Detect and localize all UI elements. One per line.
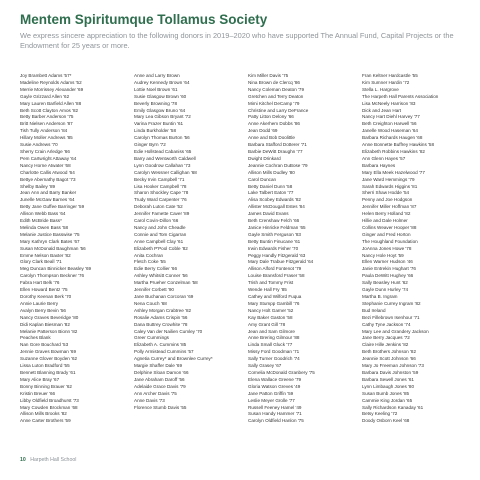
donor-name: Beverly Browning '78 — [134, 100, 178, 106]
donor-name: Polly Armistead Cummins '57 — [134, 349, 194, 355]
donor-name: Melanie Patterson Bionn '82 — [20, 328, 78, 334]
donor-name: Junelle McGaw Barnes '64 — [20, 197, 75, 203]
donor-name: Nancy Coleman Deaton '79 — [248, 86, 305, 92]
donor-name: Betty Daniel Dunn '58 — [248, 183, 293, 189]
donor-name: Paula DeWitt Hughey '66 — [362, 273, 414, 279]
donor-name: Barbie DeWitt Draughn '77 — [248, 148, 303, 154]
donor-name: Fletch Coke '55 — [134, 259, 166, 265]
donor-name: Ann Archer Davis '75 — [134, 390, 177, 396]
donor-name: Caley Van der Nailien Cumley '70 — [134, 328, 203, 334]
donor-name: Betty Jane Guffee Barringer '59 — [20, 204, 85, 210]
donor-name: Jean Ann and Barry Banker — [20, 190, 77, 196]
donor-name: Sherry Crain Arledge '66 — [20, 148, 70, 154]
donor-name: Allison Mills Brooks '82 — [20, 411, 67, 417]
donor-name: Patty Litton Delony '66 — [248, 114, 294, 120]
donor-name: Beth Creighton Harwell '56 — [362, 121, 417, 127]
donor-name: Meg Duncan Binnicker Beasley '69 — [20, 266, 92, 272]
donor-name: Agnetia Currey* and Brownlee Currey* — [134, 356, 213, 362]
donor-name: Carolyn Thompson Beckner '76 — [20, 273, 85, 279]
donor-name: Britt Nielsen Anderson '87 — [20, 121, 73, 127]
donor-name: Nancy Holt Garner '52 — [248, 307, 294, 313]
donor-name: Annie Laurie Berry — [20, 300, 59, 306]
donor-name: Amy Grant Gill '78 — [248, 321, 286, 327]
donor-name: Carolyn Wessner Callighan '68 — [134, 169, 197, 175]
donor-name: Russell Feeney Hamel '49 — [248, 404, 302, 410]
donor-name: Collins Weaver Hooper '88 — [362, 224, 417, 230]
donor-name: Jennie Graves Bowman '69 — [20, 349, 77, 355]
donor-name: Gretchen and Terry Deaton — [248, 93, 304, 99]
donor-name: Susie Glasgow Brown '60 — [134, 93, 187, 99]
donor-name: Mary Alice Bray '67 — [20, 376, 60, 382]
donor-name: Connie and Tom Cigarran — [134, 231, 187, 237]
donor-name: Edie Hollstead Cabaniss '65 — [134, 148, 192, 154]
donor-name: Nancy and John Cheadle — [134, 224, 186, 230]
donor-name: Ginger Byrn '72 — [134, 142, 166, 148]
donor-name: Mary Cowden Brockman '68 — [20, 404, 78, 410]
donor-name: Mary Kathryn Clark Bates '67 — [20, 238, 80, 244]
donor-name: Nina Brown de Clercq '86 — [248, 79, 300, 85]
donor-name: Elizabeth P'Pool Coble '82 — [134, 245, 188, 251]
donor-name: Janice Hinricke Feldman '65 — [248, 224, 306, 230]
donor-name: Nan Gore Bouchard '53 — [20, 342, 69, 348]
donor-name: Missy Ford Goodman '71 — [248, 349, 300, 355]
donor-name: Anita Cochran — [134, 252, 164, 258]
donor-name: Margie Shaffer Dale '69 — [134, 363, 183, 369]
donor-name: Mary Dale Trabue Fitzgerald '64 — [248, 259, 314, 265]
donor-name: Didi Kaplan Biesman '82 — [20, 321, 70, 327]
donor-column-2 — [134, 73, 248, 445]
donor-name: Carol Duncan — [248, 176, 277, 182]
donor-name: Wende Hall Fry '85 — [248, 287, 287, 293]
donor-name: Alisa Scobey Edwards '82 — [248, 197, 301, 203]
donor-name: Joy Brambett Adams '57* — [20, 73, 72, 78]
donor-name: Claire Hille Jenkins '82 — [362, 342, 409, 348]
donor-name: Doody Osborn Keel '68 — [362, 418, 410, 424]
donor-name: Nancy Horne Atwater '68 — [20, 162, 71, 168]
donor-name: Barbara Davis Johnston '59 — [362, 369, 419, 375]
donor-name: Hillary Moller Andrews '85 — [20, 135, 73, 141]
donor-name: Lisa McNeely Harrison '83 — [362, 100, 416, 106]
donor-name: Allison Mills Dudley '80 — [248, 169, 295, 175]
donor-name: Leslie Meyer Grolle '77 — [248, 397, 295, 403]
donor-name: Libby Oldfield Broadhurst '73 — [20, 397, 79, 403]
donor-name: Sally Turner Goodrich '74 — [248, 356, 300, 362]
donor-name: Allison Alford Fontenot '79 — [248, 266, 302, 272]
donor-name: Lisa Hooker Campbell '78 — [134, 183, 187, 189]
donor-name: Trudy Ward Carpenter '76 — [134, 197, 187, 203]
publication-name: Harpeth Hall School — [30, 457, 77, 463]
donor-name: Nancy Hole Hoyt '59 — [362, 252, 404, 258]
donor-name: Rosalie Adams Crispin '56 — [134, 314, 188, 320]
donor-name: Peggy Handly Fitzgerald '63 — [248, 252, 306, 258]
donor-name: Stella L. Hargrove — [362, 86, 399, 92]
donor-name: Sharon Shockley Cape '78 — [134, 190, 189, 196]
donor-name: Ashley Morgan Crabtree '82 — [134, 307, 192, 313]
intro-text: We express sincere appreciation to the following donors in 2019–2020 who have supported The Annual Fund, Capital Projects or the Endowment for 25 years or more. — [20, 31, 454, 50]
donor-name: Jean and Sam Gilmore — [248, 328, 295, 334]
donor-name: Beth Crenshaw Felch '66 — [248, 218, 300, 224]
donor-name: Jean Dodd '69 — [248, 128, 278, 134]
donor-name: Jane Ward Hemmings '79 — [362, 176, 415, 182]
donor-name: Kim Miller Davis '75 — [248, 73, 289, 78]
donor-name: Mary Jo Freeman Johnson '73 — [362, 363, 424, 369]
donor-name: Greer Cummings — [134, 335, 169, 341]
donor-name: Tish Tully Anderson '84 — [20, 128, 68, 134]
donor-name: Anne Bonnette Buffrey Hawkins '58 — [362, 142, 435, 148]
donor-name: Anne Brering Gilmour '88 — [248, 335, 300, 341]
donor-name: Anne Davis '73 — [134, 397, 165, 403]
donor-name: Gayle Dunn Hurley '74 — [362, 287, 409, 293]
donor-name: Trish and Tommy Frist — [248, 280, 294, 286]
donor-name: Beth Scott Clayton Amos '82 — [20, 107, 79, 113]
donor-name: Pem Cartwright Attaway '64 — [20, 155, 77, 161]
donor-name: Stephanie Currey Ingram '82 — [362, 300, 421, 306]
donor-name: Bennett Blanning Brady '61 — [20, 369, 76, 375]
donor-name: The Harpeth Hall Parents Association — [362, 93, 439, 99]
donor-name: Louise Bransford Fraser '58 — [248, 273, 305, 279]
donor-name: Merrie Morrissey Alexander '69 — [20, 86, 84, 92]
donor-name: Sally Beasley Hunt '62 — [362, 280, 408, 286]
donor-name: Kay Baker Gaston '58 — [248, 314, 293, 320]
donor-name: Varina Frazer Buntin '61 — [134, 121, 184, 127]
donor-name: Elizabeth A. Cummins '85 — [134, 342, 187, 348]
donor-name: Jennifer Miller Hoffman '87 — [362, 204, 417, 210]
donor-name: Gloria Watson Greves '49 — [248, 383, 301, 389]
donor-name: Anne Carter Brothers '59 — [20, 418, 71, 424]
donor-name: Jeannie Cochran DuBose '79 — [248, 162, 308, 168]
donor-name: Linda Burkholder '58 — [134, 128, 176, 134]
donor-name: Anne and Larry Brown — [134, 73, 180, 78]
donor-name: Bezi Fillebrown Isenhour '71 — [362, 314, 420, 320]
donor-name: Jane Abraham Daroff '56 — [134, 376, 185, 382]
donor-name: Delphine Sloan Damon '66 — [134, 369, 189, 375]
donor-name: Charlotte Callis Atwood '64 — [20, 169, 75, 175]
donor-name: Emme Nelson Baxter '82 — [20, 252, 71, 258]
donor-name: Peaches Blank — [20, 335, 51, 341]
donor-list — [20, 73, 476, 445]
donor-name: Susan McDonald Baughman '56 — [20, 245, 86, 251]
donor-name: Barry and Wentworth Caldwell — [134, 155, 196, 161]
donor-name: Jennifer Corbett '90 — [134, 287, 174, 293]
donor-name: Lynn Goodrow Callahan '73 — [134, 162, 191, 168]
donor-name: Martha B. Ingram — [362, 294, 398, 299]
donor-column-4 — [362, 73, 476, 445]
page-number: 10 — [20, 457, 26, 463]
donor-name: Mary Lauren Barfield Allen '88 — [20, 100, 82, 106]
donor-name: Carolyn Thomas Burton '56 — [134, 135, 190, 141]
page-footer — [20, 457, 76, 463]
donor-name: Ellen Howard Bentz '75 — [20, 287, 68, 293]
donor-name: Florence Stumb Davis '55 — [134, 404, 187, 410]
donor-name: Cornelia McDonald Granbery '75 — [248, 369, 315, 375]
donor-name: Betsy Keeling '72 — [362, 411, 398, 417]
donor-name: Ashley Whitsitt Conner '56 — [134, 273, 188, 279]
donor-name: Bud Ireland — [362, 307, 386, 313]
donor-name: Adelaide Grace Davis '79 — [134, 383, 186, 389]
donor-name: Elena Wallace Greene '79 — [248, 376, 302, 382]
donor-name: Bettye Abernathy Bagot '73 — [20, 176, 76, 182]
donor-name: Ginger and Fred Horton — [362, 231, 411, 237]
donor-name: Dorothy Keenan Berk '70 — [20, 294, 72, 299]
donor-name: Sherri Shaw Hodde '54 — [362, 190, 410, 196]
donor-name: Glory Clark Beall '71 — [20, 259, 62, 265]
donor-name: Dana Buttrey Crowhite '78 — [134, 321, 188, 327]
donor-name: Kim Sumner Hardin '72 — [362, 79, 410, 85]
donor-name: Jennifer Famette Caver '89 — [134, 211, 190, 217]
donor-name: Cathy Tyne Jackson '74 — [362, 321, 411, 327]
donor-name: Betty Barber Anderson '75 — [20, 114, 74, 120]
donor-name: Ann Glenn Hayes '57 — [362, 155, 406, 161]
donor-name: Melinda Owen Bass '58 — [20, 224, 69, 230]
donor-name: Gayle Smith Ferguson '83 — [248, 231, 301, 237]
donor-column-1 — [20, 73, 134, 445]
donor-name: Janie Entrekin Hughart '76 — [362, 266, 416, 272]
donor-name: The Houghland Foundation — [362, 238, 418, 244]
donor-name: Lake Talbert Eaton '77 — [248, 190, 294, 196]
donor-name: Kristin Breuer '66 — [20, 390, 56, 396]
donor-name: Irwin Edwards Fisher '70 — [248, 245, 299, 251]
donor-name: Martha Prueher Conzelman '58 — [134, 280, 198, 286]
donor-name: Gayle Grizzard Allen '62 — [20, 93, 70, 99]
donor-name: Christine and Larry DeFrance — [248, 107, 309, 113]
donor-name: Edie Berry Collier '66 — [134, 266, 178, 272]
donor-name: Hillie and Dale Holmer — [362, 218, 408, 224]
donor-name: Lottie Noel Brown '61 — [134, 86, 178, 92]
donor-name: Sally Richardson Kanaday '61 — [362, 404, 424, 410]
donor-name: Edith McBride Bass* — [20, 218, 62, 224]
donor-name: Mary Stumpp Gambill '76 — [248, 300, 300, 306]
donor-name: Helen Berry Holland '82 — [362, 211, 411, 217]
donor-name: Barbara Sewell Jones '61 — [362, 376, 414, 382]
donor-name: Mary Lee and Grandery Jackson — [362, 328, 429, 334]
donor-name: Lissa Luton Bradford '55 — [20, 363, 70, 369]
donor-name: James David Evans — [248, 211, 289, 217]
donor-name: Mary Lea Gibson Bryant '72 — [134, 114, 191, 120]
donor-name: Suzanne Glover Boyden '62 — [20, 356, 78, 362]
donor-name: Lynn Limbaugh Jones '80 — [362, 383, 415, 389]
donor-name: Melanie Justice Basswise '75 — [20, 231, 80, 237]
donor-column-3 — [248, 73, 362, 445]
donor-name: Cathey and Wilford Fuqua — [248, 294, 302, 299]
donor-name: Susan Bumb Jones '85 — [362, 390, 410, 396]
donor-name: Barbara Stafford Dotterer '71 — [248, 142, 307, 148]
donor-name: Elizabeth Robbins Hawkins '82 — [362, 148, 425, 154]
donor-name: Madeline Reynolds Adams '52 — [20, 79, 82, 85]
donor-name: Beth Brothers Johnson '82 — [362, 349, 416, 355]
donor-name: Susan Handy Hammer '71 — [248, 411, 302, 417]
donor-name: Fabra Hart Belk '76 — [20, 280, 60, 286]
donor-name: Bonny Binning Brauer '62 — [20, 383, 72, 389]
donor-name: Deborah Luton Cate '52 — [134, 204, 183, 210]
donor-name: Mimi Kitchel DeCamp '79 — [248, 100, 300, 106]
donor-name: Dick and Jean Hart — [362, 107, 402, 113]
donor-name: Carol Covin-Dillon '66 — [134, 218, 179, 224]
donor-name: Becky Irvin Campbell '71 — [134, 176, 185, 182]
donor-name: Mary Ella Meek Hazelwood '77 — [362, 169, 425, 175]
donor-name: Allister McDougall Estes '84 — [248, 204, 305, 210]
donor-name: Audrey Kennedy Brown '64 — [134, 79, 190, 85]
donor-name: Emily Glasgow Bruno '64 — [134, 107, 186, 113]
donor-name: Jane Berry Jacques '72 — [362, 335, 410, 341]
donor-name: Cammie King Jordan '65 — [362, 397, 413, 403]
donor-name: Penny and Joe Hodgson — [362, 197, 413, 203]
donor-name: Allison Webb Bass '64 — [20, 211, 66, 217]
donor-name: Shelby Bailey '89 — [20, 183, 56, 189]
donor-name: Betty Buntin Finucane '61 — [248, 238, 301, 244]
donor-name: Jane Patton Griffin '59 — [248, 390, 294, 396]
donor-name: Dwight Drinkard — [248, 155, 281, 161]
donor-name: Janelle Wood Haseman '64 — [362, 128, 418, 134]
donor-name: Nancy Hart Diehl Harvey '77 — [362, 114, 420, 120]
donor-name: Fran Keltner Hardcastle '55 — [362, 73, 418, 78]
donor-name: Sally Grasey '67 — [248, 363, 282, 369]
donor-name: Linda Small Gluck '77 — [248, 342, 293, 348]
donor-name: Barbara Richards Haugen '68 — [362, 135, 423, 141]
donor-name: Jeannie Scott Johnson '66 — [362, 356, 416, 362]
donor-name: Jane Buchanan Corcoran '69 — [134, 294, 194, 299]
donor-name: Anne Akerhem Dobbs '86 — [248, 121, 300, 127]
donor-name: Nancy Graves Beveridge '80 — [20, 314, 79, 320]
donor-name: Anne and Bob Doolittle — [248, 135, 295, 141]
page-title: Mentem Spiritumque Tollamus Society — [20, 12, 268, 27]
donor-name: Susie Andrews '70 — [20, 142, 58, 148]
donor-name: Sarah Edwards Higgins '81 — [362, 183, 418, 189]
donor-name: JoAnna Jones Howe '78 — [362, 245, 412, 251]
donor-name: Carolyn Oldfield Hanlon '75 — [248, 418, 304, 424]
donor-name: Barbara Haynes — [362, 162, 396, 168]
donor-name: Nena Couch '68 — [134, 300, 167, 306]
donor-name: Avalyn Berry Bevin '56 — [20, 307, 66, 313]
donor-name: Ellen Warner Hudson '46 — [362, 259, 413, 265]
donor-name: Anne Campbell Clay '61 — [134, 238, 184, 244]
